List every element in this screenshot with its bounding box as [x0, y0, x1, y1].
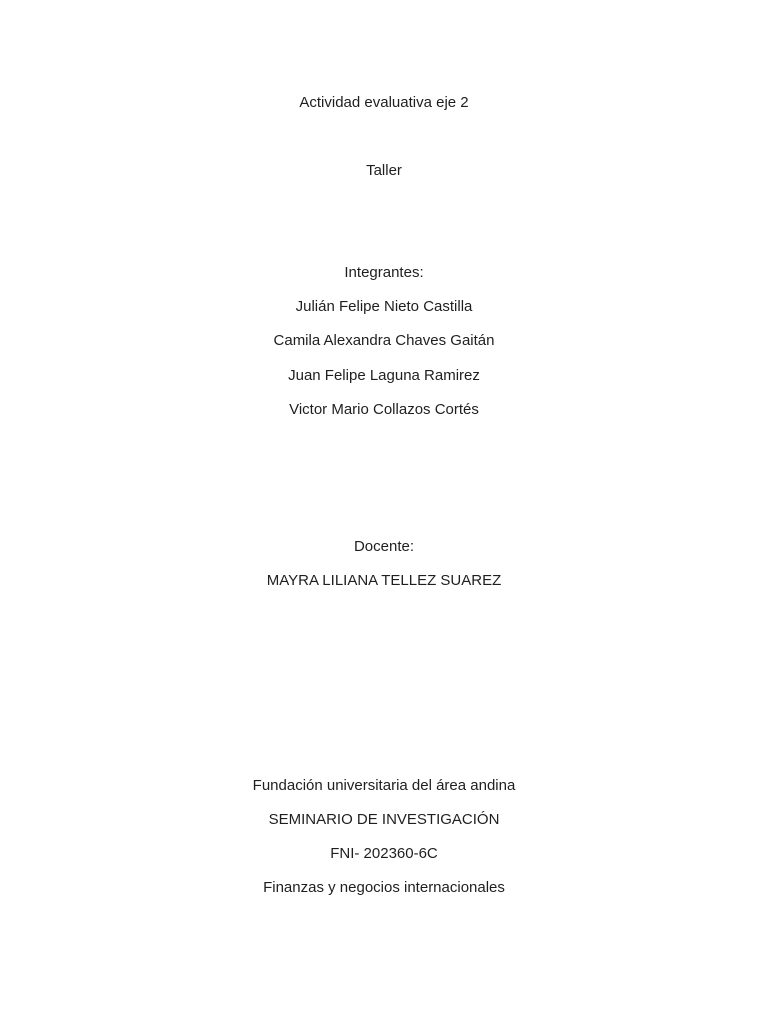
course-name: SEMINARIO DE INVESTIGACIÓN: [268, 811, 500, 828]
program-name: Finanzas y negocios internacionales: [263, 879, 505, 896]
member-name: Victor Mario Collazos Cortés: [289, 401, 479, 418]
members-label: Integrantes:: [344, 264, 424, 281]
group-code: FNI- 202360-6C: [330, 845, 438, 862]
member-name: Julián Felipe Nieto Castilla: [295, 298, 473, 315]
member-name: Camila Alexandra Chaves Gaitán: [273, 332, 495, 349]
document-subtitle: Taller: [366, 162, 402, 179]
teacher-label: Docente:: [353, 538, 415, 555]
teacher-name: MAYRA LILIANA TELLEZ SUAREZ: [266, 572, 502, 589]
member-name: Juan Felipe Laguna Ramirez: [288, 367, 480, 384]
document-title: Actividad evaluativa eje 2: [299, 94, 469, 111]
institution-name: Fundación universitaria del área andina: [252, 777, 516, 794]
